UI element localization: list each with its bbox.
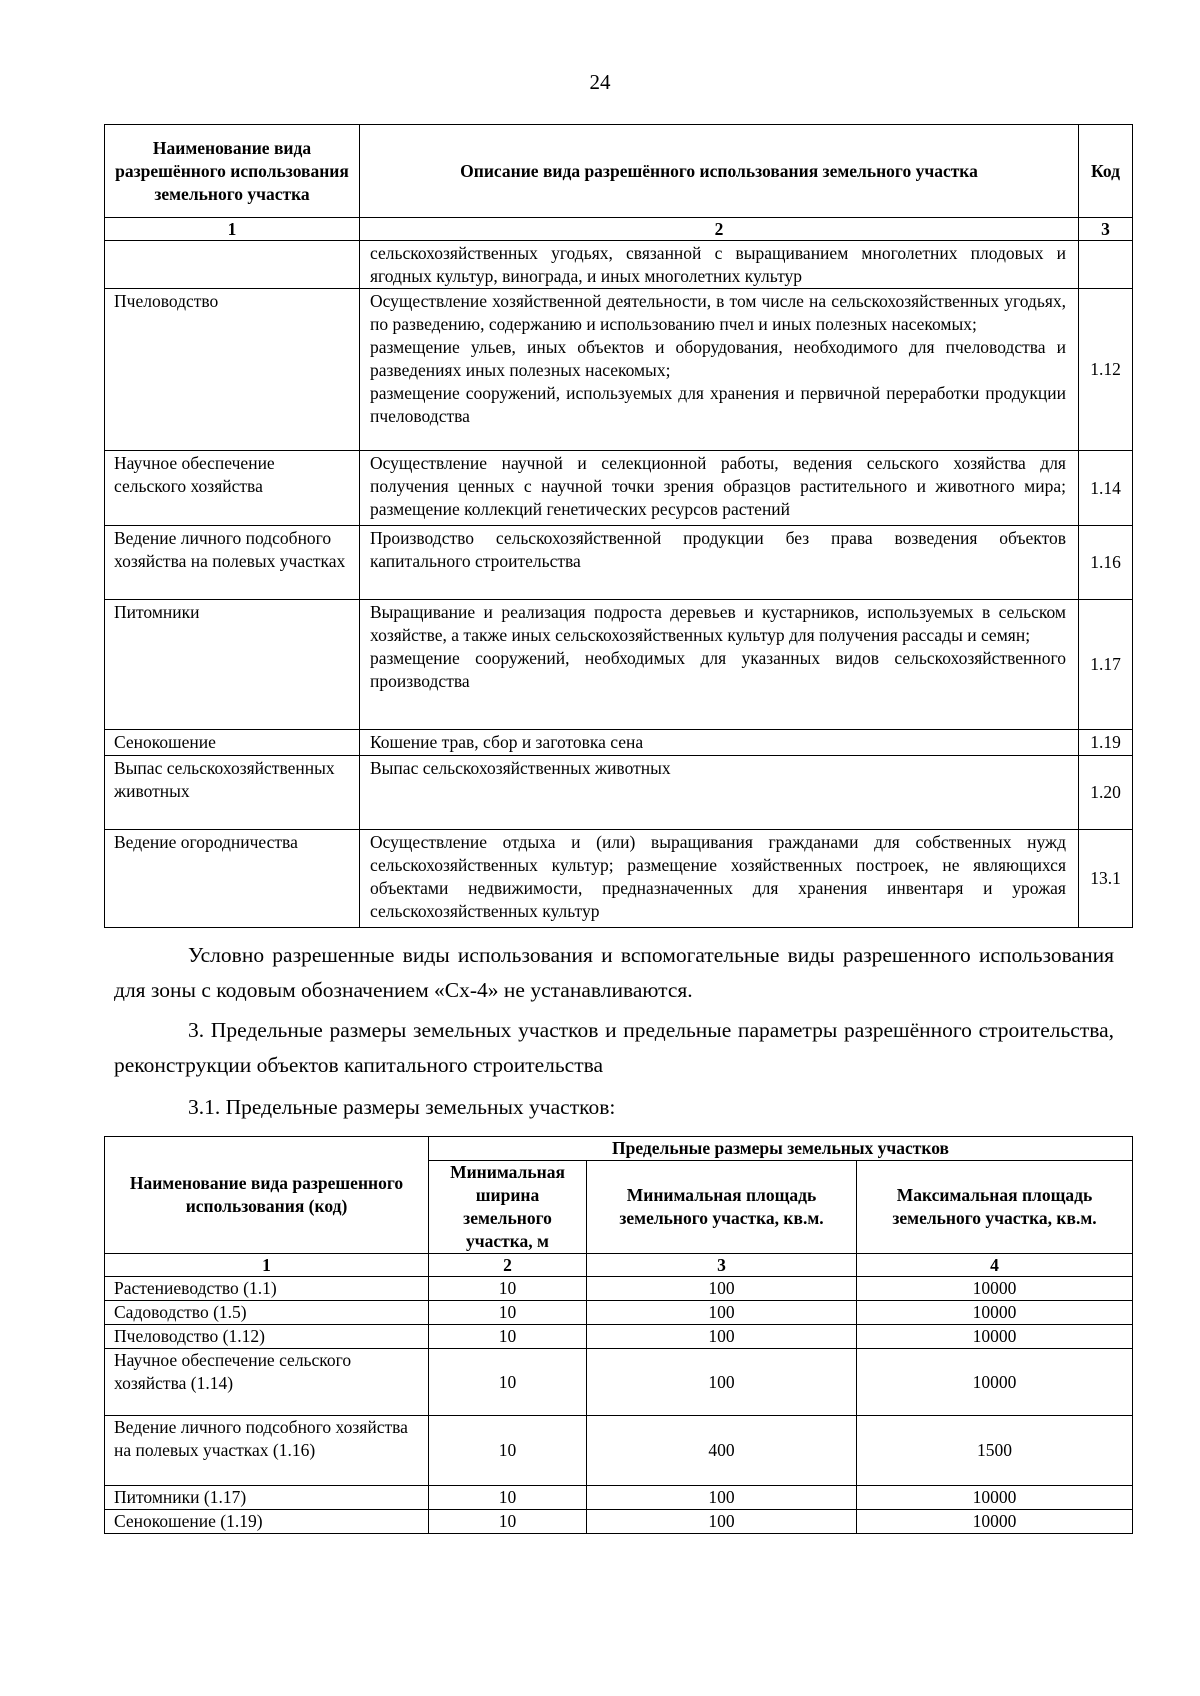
min-area-cell: 100 — [587, 1349, 857, 1416]
table-row — [105, 451, 1133, 526]
description-line: Производство сельскохозяйственной продукции без права возведения объектов капитального строительства — [370, 528, 1066, 571]
description-cell — [360, 451, 1079, 526]
name-cell: Научное обеспечение сельского хозяйства — [105, 451, 360, 526]
name-cell: Ведение огородничества — [105, 830, 360, 928]
description-cell — [360, 830, 1079, 928]
page-number: 24 — [589, 70, 611, 94]
description-cell — [360, 289, 1079, 451]
min-area-cell: 100 — [587, 1510, 857, 1534]
use-name-cell: Питомники (1.17) — [105, 1486, 429, 1510]
subsection-3-1-heading: 3.1. Предельные размеры земельных участков: — [188, 1095, 616, 1119]
description-line: размещение ульев, иных объектов и оборудования, необходимого для пчеловодства и разведениях иных полезных насекомых; — [370, 337, 1066, 380]
min-area-cell: 100 — [587, 1277, 857, 1301]
code-cell: 13.1 — [1079, 830, 1133, 928]
min-width-cell: 10 — [429, 1486, 587, 1510]
min-width-cell: 10 — [429, 1277, 587, 1301]
description-line: размещение сооружений, используемых для хранения и первичной переработки продукции пчеловодства — [370, 383, 1066, 426]
table-row — [105, 289, 1133, 451]
use-name-cell: Садоводство (1.5) — [105, 1301, 429, 1325]
land-use-types-table — [104, 124, 1133, 928]
header-size-limits-group: Предельные размеры земельных участков — [429, 1137, 1133, 1161]
column-number: 3 — [587, 1254, 857, 1277]
min-width-cell: 10 — [429, 1301, 587, 1325]
header-use-name: Наименование вида разрешенного использования (код) — [105, 1137, 429, 1254]
header-min-width: Минимальная ширина земельного участка, м — [429, 1161, 587, 1254]
min-width-cell: 10 — [429, 1325, 587, 1349]
min-area-cell: 100 — [587, 1325, 857, 1349]
name-cell: Питомники — [105, 600, 360, 730]
description-cell — [360, 526, 1079, 600]
name-cell: Пчеловодство — [105, 289, 360, 451]
name-cell: Сенокошение — [105, 730, 360, 756]
max-area-cell: 1500 — [857, 1416, 1133, 1486]
max-area-cell: 10000 — [857, 1510, 1133, 1534]
description-line: Кошение трав, сбор и заготовка сена — [370, 732, 644, 752]
table-row — [105, 730, 1133, 756]
section-3-heading: 3. Предельные размеры земельных участков и предельные параметры разрешённого строительства, реконструкции объектов капитального строительства — [114, 1018, 1114, 1077]
name-cell — [105, 241, 360, 289]
min-area-cell: 100 — [587, 1486, 857, 1510]
use-name-cell: Научное обеспечение сельского хозяйства (1.14) — [105, 1349, 429, 1416]
column-number: 1 — [105, 1254, 429, 1277]
table-row — [105, 1301, 1133, 1325]
code-cell: 1.17 — [1079, 600, 1133, 730]
header-description: Описание вида разрешённого использования земельного участка — [360, 125, 1079, 218]
table-row — [105, 526, 1133, 600]
name-cell: Ведение личного подсобного хозяйства на полевых участках — [105, 526, 360, 600]
header-name: Наименование вида разрешённого использования земельного участка — [105, 125, 360, 218]
header-max-area: Максимальная площадь земельного участка, кв.м. — [857, 1161, 1133, 1254]
min-area-cell: 400 — [587, 1416, 857, 1486]
description-cell: сельскохозяйственных угодьях, связанной с выращиванием многолетних плодовых и ягодных культур, винограда, и иных многолетних культур — [360, 241, 1079, 289]
max-area-cell: 10000 — [857, 1325, 1133, 1349]
code-cell: 1.12 — [1079, 289, 1133, 451]
paragraph-conditional-uses: Условно разрешенные виды использования и вспомогательные виды разрешенного использования для зоны с кодовым обозначением «Сх-4» не устанавливаются. — [114, 943, 1114, 1002]
code-cell: 1.19 — [1079, 730, 1133, 756]
table-row — [105, 830, 1133, 928]
column-number: 4 — [857, 1254, 1133, 1277]
description-line: Выпас сельскохозяйственных животных — [370, 758, 671, 778]
header-min-area: Минимальная площадь земельного участка, кв.м. — [587, 1161, 857, 1254]
max-area-cell: 10000 — [857, 1277, 1133, 1301]
table-row — [105, 1325, 1133, 1349]
table-row — [105, 241, 1133, 289]
column-number: 2 — [360, 218, 1079, 241]
use-name-cell: Сенокошение (1.19) — [105, 1510, 429, 1534]
max-area-cell: 10000 — [857, 1486, 1133, 1510]
code-cell: 1.20 — [1079, 756, 1133, 830]
column-number: 1 — [105, 218, 360, 241]
description-cell — [360, 600, 1079, 730]
min-width-cell: 10 — [429, 1349, 587, 1416]
max-area-cell: 10000 — [857, 1301, 1133, 1325]
code-cell: 1.16 — [1079, 526, 1133, 600]
min-width-cell: 10 — [429, 1416, 587, 1486]
use-name-cell: Пчеловодство (1.12) — [105, 1325, 429, 1349]
table-row — [105, 756, 1133, 830]
min-width-cell: 10 — [429, 1510, 587, 1534]
table-row — [105, 1277, 1133, 1301]
description-cell — [360, 756, 1079, 830]
code-cell — [1079, 241, 1133, 289]
use-name-cell: Растениеводство (1.1) — [105, 1277, 429, 1301]
name-cell: Выпас сельскохозяйственных животных — [105, 756, 360, 830]
table-row — [105, 600, 1133, 730]
min-area-cell: 100 — [587, 1301, 857, 1325]
description-line: Выращивание и реализация подроста деревьев и кустарников, используемых в сельском хозяйстве, а также иных сельскохозяйственных культур для получения рассады и семян; — [370, 602, 1066, 645]
table-row — [105, 1510, 1133, 1534]
description-line: Осуществление научной и селекционной работы, ведения сельского хозяйства для получения ценных с научной точки зрения образцов растительного и животного мира; размещение коллекций генетических ресурсов растений — [370, 453, 1066, 519]
table-row — [105, 1416, 1133, 1486]
max-area-cell: 10000 — [857, 1349, 1133, 1416]
description-cell — [360, 730, 1079, 756]
table-row — [105, 1349, 1133, 1416]
description-line: размещение сооружений, необходимых для указанных видов сельскохозяйственного производства — [370, 648, 1066, 691]
column-number: 3 — [1079, 218, 1133, 241]
plot-size-limits-table — [104, 1136, 1133, 1534]
description-line: Осуществление хозяйственной деятельности, в том числе на сельскохозяйственных угодьях, по разведению, содержанию и использованию пчел и иных полезных насекомых; — [370, 291, 1066, 334]
use-name-cell: Ведение личного подсобного хозяйства на полевых участках (1.16) — [105, 1416, 429, 1486]
table-row — [105, 1486, 1133, 1510]
column-number: 2 — [429, 1254, 587, 1277]
description-line: Осуществление отдыха и (или) выращивания гражданами для собственных нужд сельскохозяйственных культур; размещение хозяйственных построек, не являющихся объектами недвижимости, предназначенных для хранения инвентаря и урожая сельскохозяйственных культур — [370, 832, 1066, 921]
code-cell: 1.14 — [1079, 451, 1133, 526]
header-code: Код — [1079, 125, 1133, 218]
